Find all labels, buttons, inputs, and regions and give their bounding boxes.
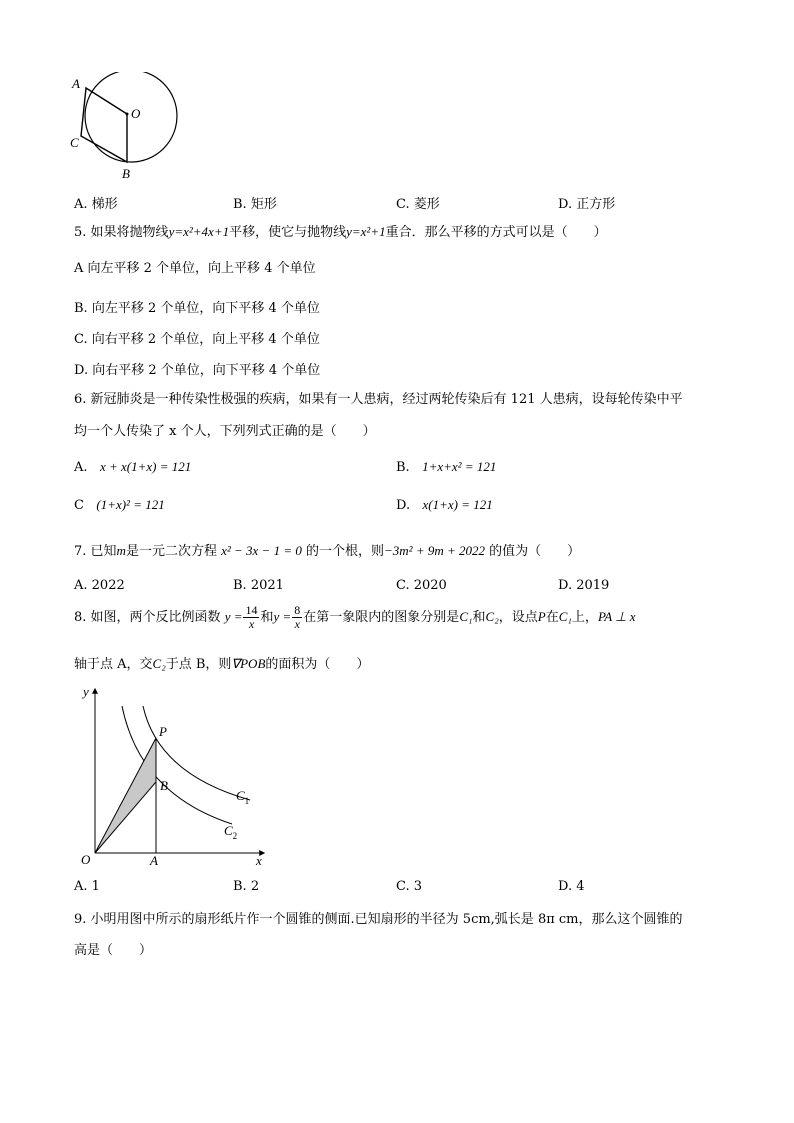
shaded-triangle-pob [95, 738, 156, 853]
q8-line2-mid: 于点 B，则 [165, 657, 232, 672]
q7-option-a: A. 2022 [74, 578, 125, 593]
q8-f1-lhs: y = [224, 609, 243, 624]
q7-m: m [116, 543, 126, 558]
q5-stem [74, 223, 607, 242]
q8-fraction-1 [243, 604, 259, 631]
q7-mid2: 的一个根，则 [306, 544, 385, 559]
label-B: B [122, 166, 130, 181]
q8-c1b: C₁ [558, 609, 572, 624]
q8-option-a: A. 1 [74, 879, 100, 894]
q5-stem-pre: 如果将抛物线 [90, 225, 169, 240]
q8-stem-line2 [74, 655, 369, 674]
q8-c1: C₁ [459, 609, 473, 624]
q8-f1-numerator: 14 [245, 603, 258, 617]
curve-c2 [122, 706, 232, 824]
label-B: B [160, 778, 168, 793]
q6-stem-line1: 6. 新冠肺炎是一种传染性极强的疾病，如果有一人患病，经过两轮传染后有 121 人患病，设每轮传染中平 [74, 392, 683, 407]
q6-option-a-expr: x + x(1+x) = 121 [99, 459, 192, 474]
q7-equation: x² − 3x − 1 = 0 [221, 543, 302, 558]
q5-option-b: B. 向左平移 2 个单位，向下平移 4 个单位 [74, 301, 320, 316]
q8-mid: 在第一象限内的图象分别是 [303, 610, 460, 625]
q8-stem-line1 [74, 604, 636, 631]
q7-stem [74, 542, 580, 561]
label-P: P [159, 724, 167, 739]
q8-option-b: B. 2 [233, 879, 260, 894]
q8-option-d: D. 4 [558, 879, 585, 894]
q8-mid4: 上， [571, 610, 598, 625]
q7-option-b: B. 2021 [233, 578, 284, 593]
q7-expression: −3m² + 9m + 2022 [384, 543, 486, 558]
q5-stem-mid: 平移，使它与抛物线 [229, 225, 347, 240]
q5-eq1: y=x²+4x+1 [168, 224, 230, 239]
q7-post: 的值为（ ） [489, 544, 581, 559]
q9-stem-line1: 9. 小明用图中所示的扇形纸片作一个圆锥的侧面.已知扇形的半径为 5cm,弧长是 8π cm，那么这个圆锥的 [74, 912, 683, 927]
q7-option-c: C. 2020 [396, 578, 447, 593]
label-C2: $C_2$ [224, 823, 238, 841]
q8-triangle: ∇POB [231, 656, 266, 671]
q4-option-c: C. 菱形 [396, 197, 440, 212]
q8-f1-denominator: x [248, 617, 255, 631]
label-C1: $C_1$ [236, 788, 250, 806]
q6-stem-line2: 均一个人传染了 x 个人，下列列式正确的是（ ） [74, 424, 376, 439]
q6-option-a-letter: A. [74, 460, 88, 475]
q5-eq2: y=x²+1 [346, 224, 386, 239]
reciprocal-graph-figure [72, 684, 272, 870]
label-O: O [131, 106, 141, 121]
q5-number: 5. [74, 225, 87, 240]
q8-p: P [537, 609, 546, 624]
q9-stem-line2: 高是（ ） [74, 943, 153, 958]
q8-option-c: C. 3 [396, 879, 423, 894]
q4-option-a: A. 梯形 [74, 197, 118, 212]
q6-option-b-expr: 1+x+x² = 121 [422, 459, 497, 474]
q6-option-d-letter: D. [396, 498, 411, 513]
q6-option-c-expr: (1+x)² = 121 [96, 497, 165, 512]
q6-option-a [74, 459, 191, 475]
q8-f2-lhs: y = [273, 609, 292, 624]
q6-option-b [396, 459, 496, 475]
q8-mid3: 在 [545, 610, 559, 625]
q6-option-c-letter: C [74, 498, 84, 513]
axis-label-y: y [83, 684, 89, 699]
q5-stem-post: 重合．那么平移的方式可以是（ ） [385, 225, 607, 240]
axis-label-x: x [256, 853, 262, 868]
circle-rhombus-figure [66, 72, 186, 182]
q7-mid: 是一元二次方程 [125, 544, 217, 559]
q8-and: 和 [260, 610, 274, 625]
q8-line2-post: 的面积为（ ） [265, 657, 370, 672]
label-C: C [70, 135, 79, 150]
q5-option-a: A 向左平移 2 个单位，向上平移 4 个单位 [74, 261, 316, 276]
q8-and2: 和 [472, 610, 486, 625]
q7-pre: 7. 已知 [74, 544, 117, 559]
q7-option-d: D. 2019 [558, 578, 610, 593]
q8-line2-pre: 轴于点 A，交 [74, 657, 153, 672]
center-point [126, 113, 129, 116]
label-A: A [150, 853, 158, 868]
q5-option-d: D. 向右平移 2 个单位，向下平移 4 个单位 [74, 363, 321, 378]
q4-option-b: B. 矩形 [233, 197, 277, 212]
label-A: A [72, 76, 80, 91]
label-O: O [81, 852, 91, 867]
q5-option-c: C. 向右平移 2 个单位，向上平移 4 个单位 [74, 332, 320, 347]
q8-fraction-2 [292, 604, 302, 631]
q8-f2-denominator: x [294, 617, 300, 631]
q8-pre: 8. 如图，两个反比例函数 [74, 610, 221, 625]
q4-option-d: D. 正方形 [558, 197, 616, 212]
q8-mid2: ，设点 [498, 610, 538, 625]
q6-option-b-letter: B. [396, 460, 410, 475]
q8-c2b: C₂ [152, 656, 166, 671]
q8-c2: C₂ [485, 609, 499, 624]
q8-f2-numerator: 8 [294, 603, 301, 617]
q6-option-d [396, 497, 493, 513]
q6-option-c [74, 497, 165, 513]
q8-pa: PA ⊥ x [597, 609, 636, 624]
q6-option-d-expr: x(1+x) = 121 [422, 497, 493, 512]
